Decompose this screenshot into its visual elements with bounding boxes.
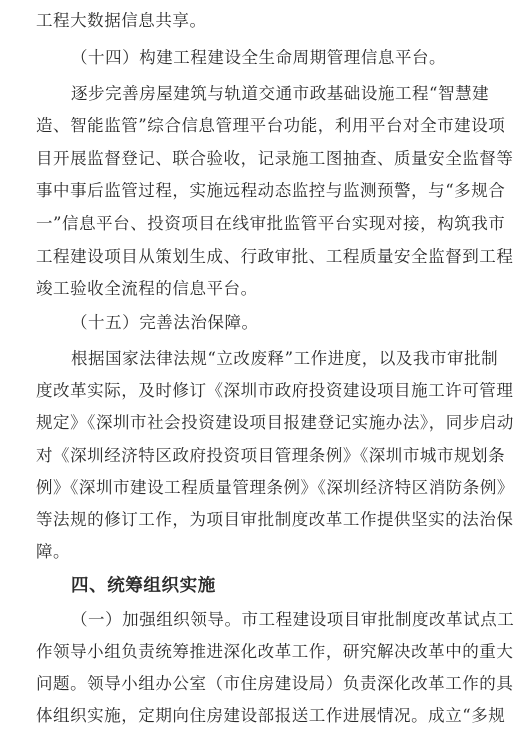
paragraph-line: 逐步完善房屋建筑与轨道交通市政基础设施工程“智慧建 (71, 84, 490, 103)
paragraph-line: 根据国家法律法规“立改废释”工作进度，以及我市审批制 (71, 349, 499, 368)
paragraph-line: 障。 (36, 542, 71, 561)
paragraph-line: 规定》《深圳市社会投资建设项目报建登记实施办法》，同步启动 (36, 413, 514, 432)
paragraph-line: 作领导小组负责统筹推进深化改革工作，研究解决改革中的重大 (36, 642, 514, 661)
paragraph-line: 体组织实施，定期向住房建设部报送工作进展情况。成立“多规 (36, 706, 506, 725)
paragraph-line: 对《深圳经济特区政府投资项目管理条例》《深圳市城市规划条 (36, 446, 506, 465)
paragraph-line: 问题。领导小组办公室（市住房建设局）负责深化改革工作的具 (36, 674, 514, 693)
paragraph-line: 一”信息平台、投资项目在线审批监管平台实现对接，构筑我市 (36, 214, 506, 233)
chapter-heading: 四、统筹组织实施 (71, 576, 216, 596)
paragraph-line: 工程大数据信息共享。 (36, 11, 207, 30)
paragraph-line: 事中事后监管过程，实施远程动态监控与监测预警，与“多规合 (36, 181, 506, 200)
paragraph-line: 造、智能监管”综合信息管理平台功能，利用平台对全市建设项 (36, 116, 506, 135)
paragraph-line: 目开展监督登记、联合验收，记录施工图抽查、质量安全监督等 (36, 149, 514, 168)
paragraph-line: 等法规的修订工作，为项目审批制度改革工作提供坚实的法治保 (36, 510, 514, 529)
section-heading: （十五）完善法治保障。 (71, 313, 259, 332)
section-heading: （十四）构建工程建设全生命周期管理信息平台。 (71, 48, 447, 67)
paragraph-line: 竣工验收全流程的信息平台。 (36, 279, 258, 298)
paragraph-line: （一）加强组织领导。市工程建设项目审批制度改革试点工 (71, 610, 515, 629)
paragraph-line: 工程建设项目从策划生成、行政审批、工程质量安全监督到工程 (36, 247, 514, 266)
paragraph-line: 度改革实际，及时修订《深圳市政府投资建设项目施工许可管理 (36, 381, 514, 400)
paragraph-line: 例》《深圳市建设工程质量管理条例》《深圳经济特区消防条例》 (36, 478, 514, 497)
